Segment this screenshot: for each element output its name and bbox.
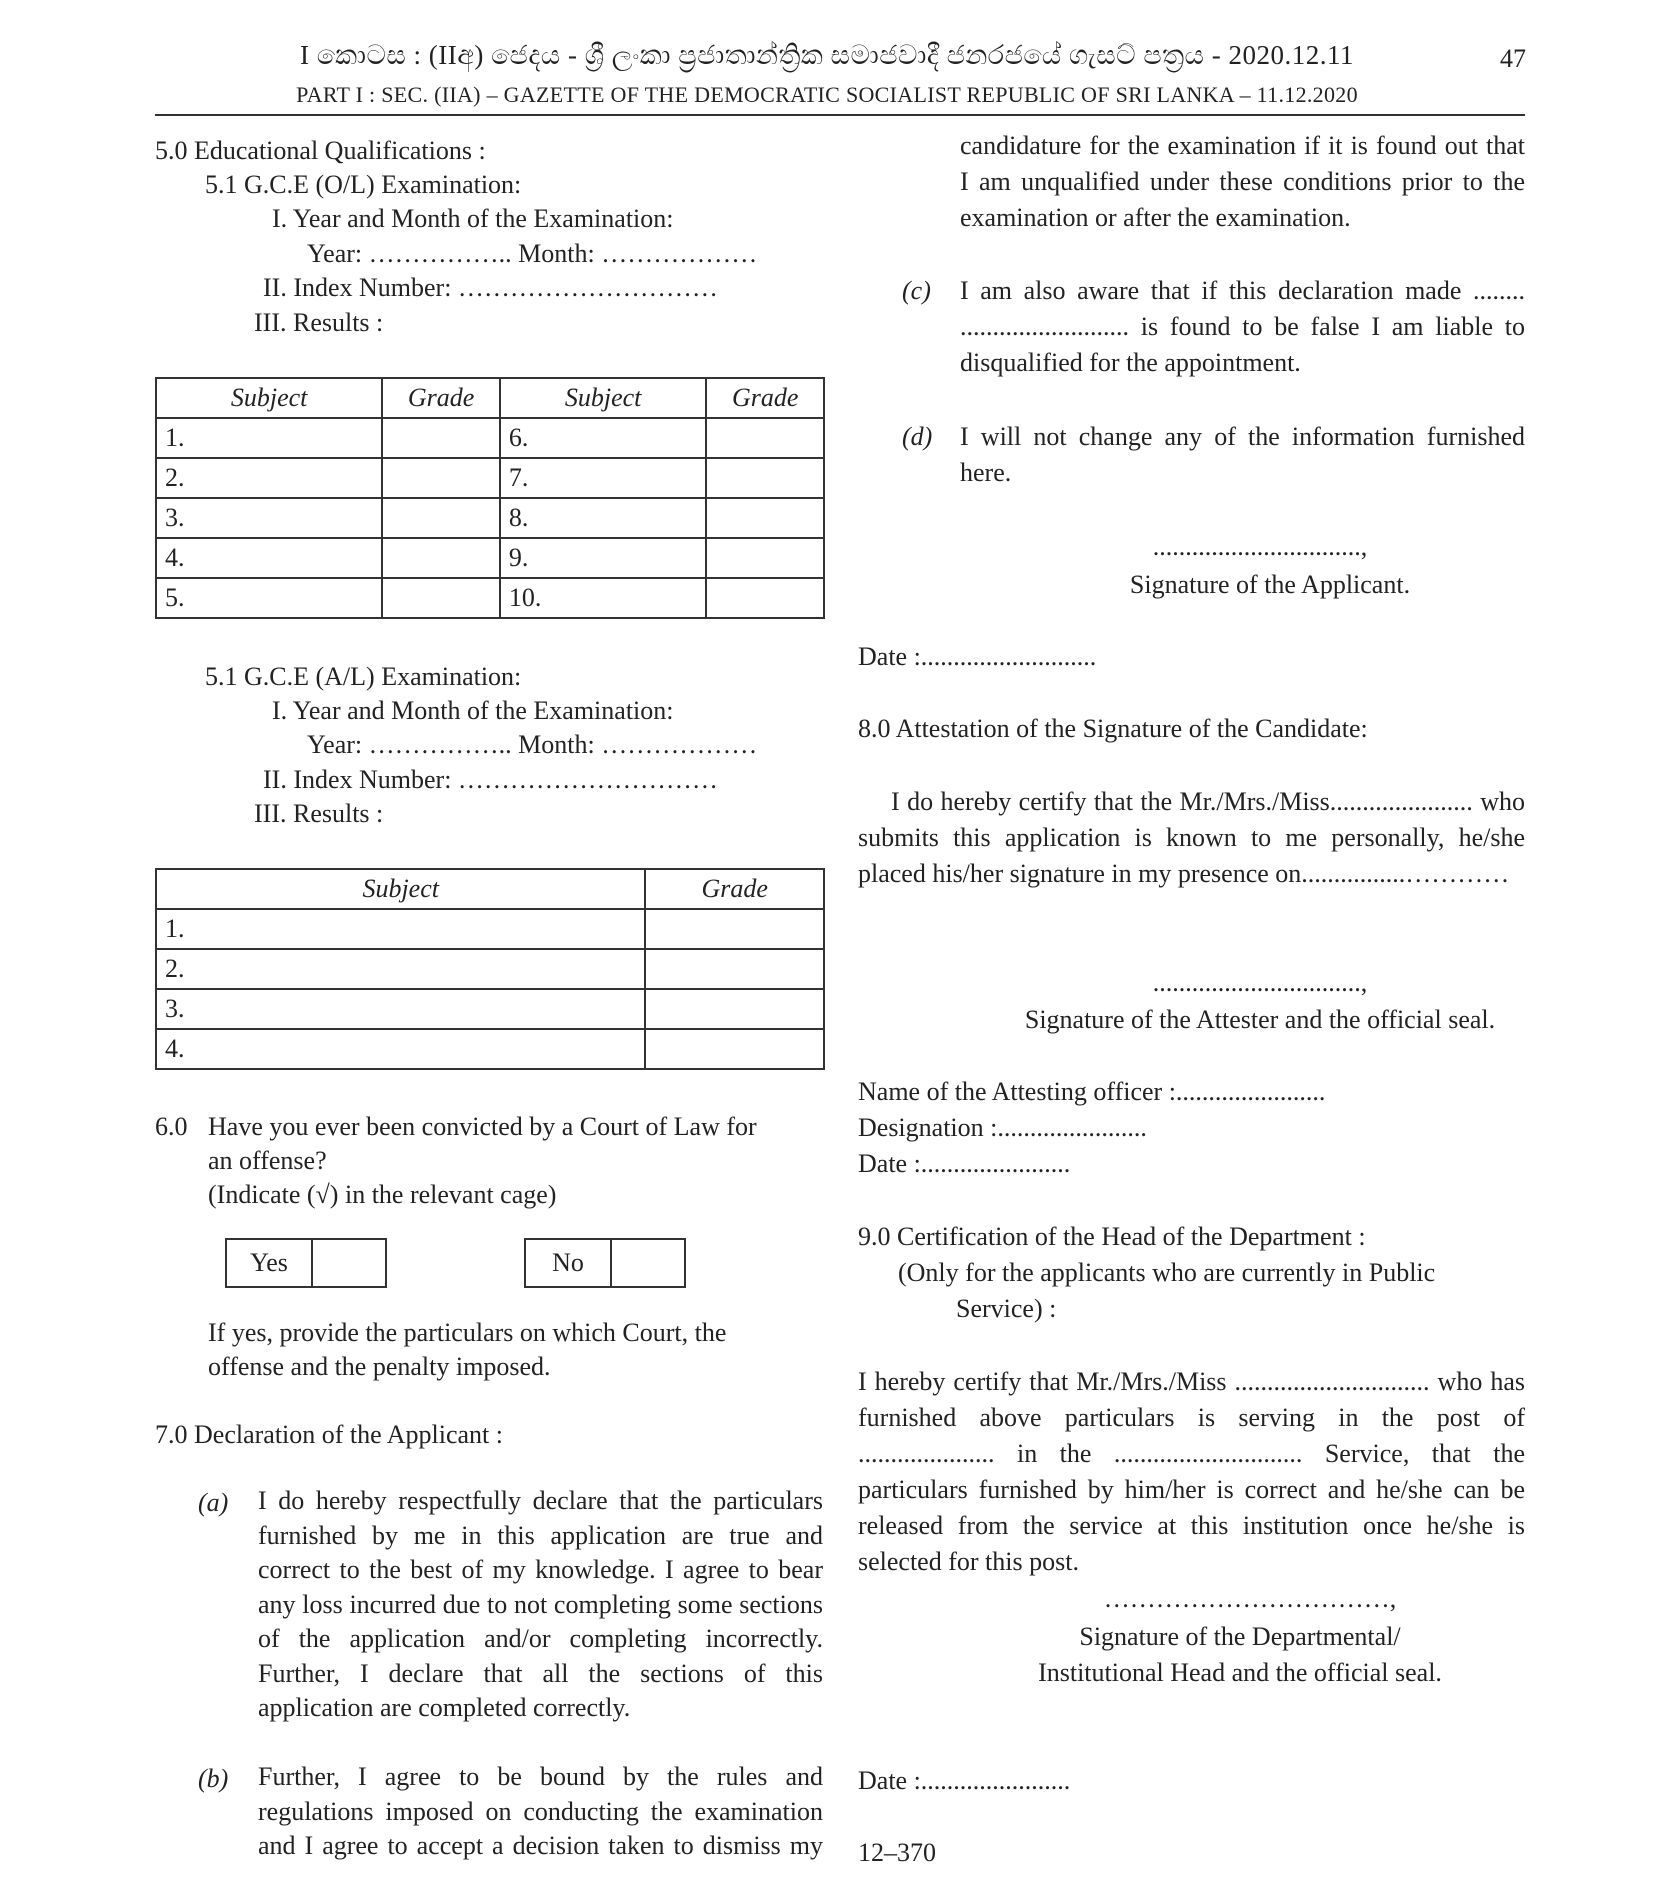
al-results-label: III. Results :	[254, 799, 384, 828]
row-number: 1.	[156, 909, 645, 949]
declaration-d-text: I will not change any of the information furnished here.	[960, 422, 1525, 487]
no-label: No	[526, 1240, 612, 1286]
applicant-date-field[interactable]: Date :...........................	[858, 642, 1097, 671]
header-rule	[155, 114, 1525, 116]
attesting-officer-name-field[interactable]: Name of the Attesting officer :.......................	[858, 1077, 1326, 1106]
al-year-month-field[interactable]: Year: …………….. Month: ………………	[307, 730, 758, 759]
row-number: 10.	[500, 578, 707, 618]
table-header: Grade	[706, 378, 824, 418]
header-english: PART I : SEC. (IIA) – GAZETTE OF THE DEMOCRATIC SOCIALIST REPUBLIC OF SRI LANKA – 11.12.2020	[296, 82, 1358, 107]
ol-year-month-field[interactable]: Year: …………….. Month: ………………	[307, 239, 758, 268]
applicant-signature-line[interactable]: ................................,	[1152, 532, 1368, 561]
al-index-number-field[interactable]: II. Index Number: …………………………	[263, 765, 718, 794]
head-signature-line[interactable]: ……………………………,	[1103, 1584, 1397, 1613]
ol-results-table	[155, 377, 825, 619]
declaration-a-label: (a)	[198, 1488, 229, 1517]
yes-box[interactable]	[313, 1240, 385, 1286]
head-date-field[interactable]: Date :.......................	[858, 1766, 1071, 1795]
table-row	[156, 458, 824, 498]
table-row	[156, 909, 824, 949]
al-results-table	[155, 868, 825, 1070]
row-number: 5.	[156, 578, 382, 618]
grade-cell[interactable]	[382, 538, 500, 578]
row-number: 2.	[156, 458, 382, 498]
footer-code: 12–370	[858, 1838, 936, 1867]
declaration-c-label: (c)	[902, 276, 931, 305]
grade-cell[interactable]	[645, 989, 824, 1029]
no-checkbox[interactable]	[524, 1238, 686, 1288]
row-number: 8.	[500, 498, 707, 538]
declaration-a-text: I do hereby respectfully declare that the particulars furnished by me in this application are true and correct to the best of my knowledge. I agree to bear any loss incurred due to not completing some sections of the application and/or completing incorrectly. Further, I declare that all the sections of this application are completed correctly.	[258, 1486, 823, 1722]
attesting-officer-date-field[interactable]: Date :.......................	[858, 1149, 1071, 1178]
ol-index-number-field[interactable]: II. Index Number: …………………………	[263, 273, 718, 302]
table-header: Grade	[382, 378, 500, 418]
section-9-text: I hereby certify that Mr./Mrs./Miss .............................. who has furnished above particulars is serving in the post of ..................... in the ............................. Service, that the particulars furnished by him/her is correct and he/she can be released from the service at this institution once he/she is selected for this post.	[858, 1367, 1525, 1576]
row-number: 3.	[156, 498, 382, 538]
grade-cell[interactable]	[706, 458, 824, 498]
table-row	[156, 1029, 824, 1069]
section-9-subtitle: (Only for the applicants who are currently in Public	[898, 1258, 1436, 1287]
grade-cell[interactable]	[706, 578, 824, 618]
section-6-followup: If yes, provide the particulars on which Court, the	[208, 1318, 727, 1347]
al-title: 5.1 G.C.E (A/L) Examination:	[205, 662, 522, 691]
section-8-title: 8.0 Attestation of the Signature of the Candidate:	[858, 714, 1368, 743]
head-signature-label: Signature of the Departmental/	[1079, 1622, 1401, 1651]
table-header: Subject	[500, 378, 707, 418]
ol-item-1: I. Year and Month of the Examination:	[272, 204, 674, 233]
table-row	[156, 418, 824, 458]
section-6-question-cont: an offense?	[208, 1146, 327, 1175]
declaration-b-label: (b)	[198, 1764, 229, 1793]
section-6-number: 6.0	[155, 1112, 188, 1141]
head-signature-label-cont: Institutional Head and the official seal.	[1038, 1658, 1442, 1687]
applicant-signature-label: Signature of the Applicant.	[1129, 570, 1411, 599]
grade-cell[interactable]	[382, 498, 500, 538]
row-number: 6.	[500, 418, 707, 458]
table-header: Subject	[156, 869, 645, 909]
grade-cell[interactable]	[382, 578, 500, 618]
table-row	[156, 949, 824, 989]
table-row	[156, 578, 824, 618]
yes-checkbox[interactable]	[225, 1238, 387, 1288]
page-number: 47	[1500, 44, 1526, 73]
grade-cell[interactable]	[645, 949, 824, 989]
row-number: 4.	[156, 538, 382, 578]
grade-cell[interactable]	[706, 538, 824, 578]
attester-signature-label: Signature of the Attester and the official seal.	[1024, 1005, 1496, 1034]
row-number: 9.	[500, 538, 707, 578]
grade-cell[interactable]	[706, 498, 824, 538]
al-item-1: I. Year and Month of the Examination:	[272, 696, 674, 725]
table-row	[156, 498, 824, 538]
declaration-d-label: (d)	[902, 422, 933, 451]
grade-cell[interactable]	[382, 458, 500, 498]
grade-cell[interactable]	[645, 909, 824, 949]
row-number: 1.	[156, 418, 382, 458]
section-6-instruction: (Indicate (√) in the relevant cage)	[208, 1180, 557, 1209]
declaration-c-text: I am also aware that if this declaration made ........ .......................... is found to be false I am liable to disqualified for the appointment.	[960, 276, 1525, 377]
yes-label: Yes	[227, 1240, 313, 1286]
grade-cell[interactable]	[706, 418, 824, 458]
table-header: Grade	[645, 869, 824, 909]
section-9-subtitle-cont: Service) :	[956, 1294, 1057, 1323]
row-number: 4.	[156, 1029, 645, 1069]
row-number: 7.	[500, 458, 707, 498]
section-6-followup-cont: offense and the penalty imposed.	[208, 1352, 551, 1381]
table-header: Subject	[156, 378, 382, 418]
ol-results-label: III. Results :	[254, 308, 384, 337]
attesting-officer-designation-field[interactable]: Designation :.......................	[858, 1113, 1147, 1142]
section-7-title: 7.0 Declaration of the Applicant :	[155, 1420, 504, 1449]
ol-title: 5.1 G.C.E (O/L) Examination:	[205, 170, 522, 199]
row-number: 2.	[156, 949, 645, 989]
table-row	[156, 538, 824, 578]
declaration-b-text: Further, I agree to be bound by the rules and regulations imposed on conducting the examination and I agree to accept a decision taken to dismiss my	[258, 1762, 823, 1860]
section-5-title: 5.0 Educational Qualifications :	[155, 136, 486, 165]
grade-cell[interactable]	[645, 1029, 824, 1069]
section-6-question: Have you ever been convicted by a Court of Law for	[208, 1112, 757, 1141]
declaration-b-continued: candidature for the examination if it is found out that I am unqualified under these conditions prior to the examination or after the examination.	[960, 131, 1525, 232]
no-box[interactable]	[612, 1240, 684, 1286]
section-9-title: 9.0 Certification of the Head of the Department :	[858, 1222, 1366, 1251]
attester-signature-line[interactable]: ................................,	[1152, 968, 1368, 997]
grade-cell[interactable]	[382, 418, 500, 458]
section-8-text: I do hereby certify that the Mr./Mrs./Miss...................... who submits this application is known to me personally, he/she placed his/her signature in my presence on................…………	[858, 787, 1525, 888]
row-number: 3.	[156, 989, 645, 1029]
table-row	[156, 989, 824, 1029]
header-sinhala: I කොටස : (IIඅ) ජෙදය - ශ්‍රී ලංකා ප්‍රජාතාන්ත්‍රික සමාජවාදී ජනරජයේ ගැසට් පත්‍රය - 2020.12.11	[300, 40, 1354, 70]
